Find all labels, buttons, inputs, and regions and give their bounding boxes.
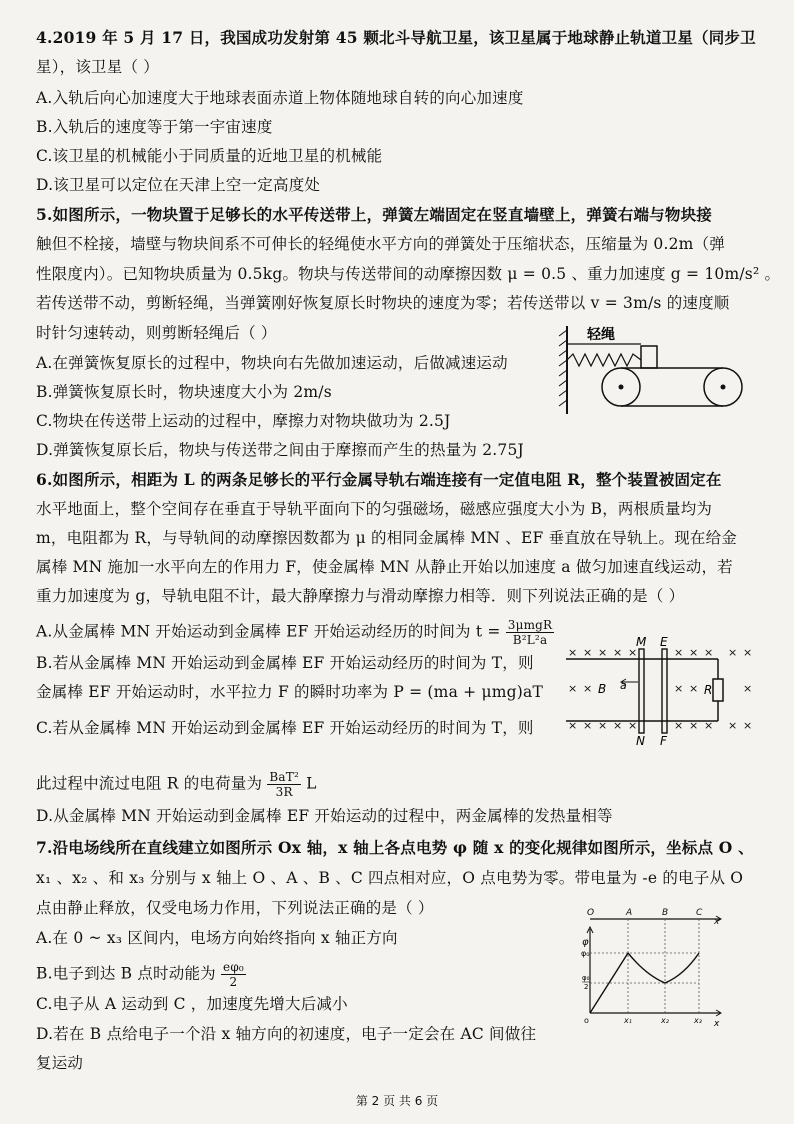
svg-text:φ₀: φ₀	[581, 949, 590, 958]
svg-text:x₁: x₁	[624, 1016, 632, 1025]
svg-text:x₂: x₂	[661, 1016, 669, 1025]
q6-stem-line1: 6.如图所示，相距为 L 的两条足够长的平行金属导轨右端连接有一定值电阻 R，整个装置被固定在	[36, 470, 722, 489]
svg-text:×: ×	[704, 719, 714, 732]
svg-text:C: C	[696, 908, 703, 918]
svg-text:×: ×	[689, 682, 699, 695]
q4-stem-line2: 星），该卫星（ ）	[36, 58, 159, 76]
fraction-denominator: 3R	[275, 785, 293, 799]
svg-text:x: x	[714, 1019, 720, 1029]
svg-text:×: ×	[743, 719, 753, 732]
svg-text:×: ×	[743, 646, 753, 659]
svg-text:×: ×	[583, 646, 593, 659]
svg-text:E: E	[660, 635, 668, 649]
svg-text:φ₀: φ₀	[582, 974, 590, 982]
q5-stem-line5: 时针匀速转动，则剪断轻绳后（ ）	[36, 324, 277, 342]
svg-text:o: o	[584, 1016, 589, 1025]
svg-text:×: ×	[613, 719, 623, 732]
q7-stem-line2: x₁ 、x₂ 、和 x₃ 分别与 x 轴上 O 、A 、B 、C 四点相对应，O 点电势为零。带电量为 -e 的电子从 O	[36, 869, 744, 887]
svg-text:N: N	[636, 734, 645, 748]
q7-stem-line3: 点由静止释放，仅受电场力作用，下列说法正确的是（ ）	[36, 899, 434, 917]
q5-stem-line4: 若传送带不动，剪断轻绳，当弹簧刚好恢复原长时物块的速度为零；若传送带以 v = 3m/s 的速度顺	[36, 294, 730, 312]
q6-option-b-line2: 金属棒 EF 开始运动时，水平拉力 F 的瞬时功率为 P = (ma + μmg)aT	[36, 683, 543, 701]
fraction-numerator: 3μmgR	[507, 618, 553, 632]
svg-text:×: ×	[704, 646, 714, 659]
q4-stem-line1: 4.2019 年 5 月 17 日，我国成功发射第 45 颗北斗导航卫星，该卫星属于地球静止轨道卫星（同步卫	[36, 28, 756, 47]
svg-text:×: ×	[728, 646, 738, 659]
q4-option-c: C.该卫星的机械能小于同质量的近地卫星的机械能	[36, 147, 383, 165]
svg-text:×: ×	[689, 646, 699, 659]
q5-option-d: D.弹簧恢复原长后，物块与传送带之间由于摩擦而产生的热量为 2.75J	[36, 441, 524, 459]
fraction-numerator: BaT²	[269, 770, 299, 784]
q6-option-c-fraction	[267, 770, 301, 799]
q5-option-a: A.在弹簧恢复原长的过程中，物块向右先做加速运动，后做减速运动	[36, 354, 508, 372]
q5-option-c: C.物块在传送带上运动的过程中，摩擦力对物块做功为 2.5J	[36, 412, 451, 430]
svg-text:×: ×	[674, 682, 684, 695]
svg-text:×: ×	[613, 646, 623, 659]
q6-stem-line4: 属棒 MN 施加一水平向左的作用力 F，使金属棒 MN 从静止开始以加速度 a 做匀加速直线运动，若	[36, 558, 733, 576]
block	[641, 346, 657, 368]
q6-option-a-fraction	[506, 618, 555, 647]
svg-text:×: ×	[568, 682, 578, 695]
q6-option-c-line1: C.若从金属棒 MN 开始运动到金属棒 EF 开始运动经历的时间为 T，则	[36, 719, 534, 737]
svg-text:x: x	[714, 917, 720, 927]
q5-conveyor-figure	[555, 322, 755, 422]
svg-text:×: ×	[598, 646, 608, 659]
q6-option-c-suffix: L	[306, 774, 317, 793]
svg-text:2: 2	[584, 983, 589, 991]
svg-text:×: ×	[568, 646, 578, 659]
q6-option-a-text: A.从金属棒 MN 开始运动到金属棒 EF 开始运动经历的时间为 t =	[36, 622, 501, 641]
q5-option-b: B.弹簧恢复原长时，物块速度大小为 2m/s	[36, 383, 332, 401]
fraction-denominator: 2	[229, 975, 238, 989]
svg-text:a: a	[620, 679, 627, 692]
svg-text:×: ×	[583, 719, 593, 732]
svg-text:×: ×	[628, 646, 638, 659]
fraction-denominator: B²L²a	[512, 633, 548, 647]
q5-stem-line1: 5.如图所示，一物块置于足够长的水平传送带上，弹簧左端固定在竖直墙壁上，弹簧右端与物块接	[36, 205, 712, 224]
svg-text:R: R	[704, 683, 713, 697]
q7-option-c: C.电子从 A 运动到 C ，加速度先增大后减小	[36, 995, 348, 1013]
q7-potential-figure	[582, 905, 732, 1029]
q6-rails-figure	[566, 637, 762, 749]
q6-option-c-line2	[36, 770, 317, 799]
svg-text:×: ×	[728, 719, 738, 732]
svg-text:M: M	[636, 635, 647, 649]
q6-option-c-text: 此过程中流过电阻 R 的电荷量为	[36, 774, 263, 793]
q7-option-b-fraction	[221, 960, 246, 989]
q4-option-b: B.入轨后的速度等于第一宇宙速度	[36, 118, 273, 136]
q5-stem-line3: 性限度内）。已知物块质量为 0.5kg。物块与传送带间的动摩擦因数 μ = 0.5 、重力加速度 g = 10m/s² 。	[36, 265, 781, 283]
svg-text:×: ×	[674, 719, 684, 732]
q7-option-b	[36, 960, 246, 989]
q6-option-a	[36, 618, 554, 647]
svg-text:B: B	[598, 682, 607, 696]
page-footer: 第 2 页 共 6 页	[355, 1094, 439, 1108]
q6-option-d: D.从金属棒 MN 开始运动到金属棒 EF 开始运动的过程中，两金属棒的发热量相等	[36, 807, 613, 825]
spring	[567, 354, 641, 366]
q6-stem-line3: m，电阻都为 R，与导轨间的动摩擦因数都为 μ 的相同金属棒 MN 、EF 垂直放在导轨上。现在给金	[36, 529, 738, 547]
svg-text:×: ×	[568, 719, 578, 732]
svg-text:φ: φ	[582, 937, 589, 948]
q6-option-b-line1: B.若从金属棒 MN 开始运动到金属棒 EF 开始运动经历的时间为 T，则	[36, 654, 534, 672]
q7-option-a: A.在 0 ~ x₃ 区间内，电场方向始终指向 x 轴正方向	[36, 929, 398, 947]
q7-option-b-text: B.电子到达 B 点时动能为	[36, 964, 216, 983]
svg-text:×: ×	[689, 719, 699, 732]
resistor	[713, 679, 723, 701]
svg-text:×: ×	[583, 682, 593, 695]
q7-option-d-line2: 复运动	[36, 1054, 84, 1072]
q7-stem-line1: 7.沿电场线所在直线建立如图所示 Ox 轴，x 轴上各点电势 φ 随 x 的变化规律如图所示，坐标点 O 、	[36, 838, 754, 857]
q7-option-d-line1: D.若在 B 点给电子一个沿 x 轴方向的初速度，电子一定会在 AC 间做往	[36, 1025, 537, 1043]
svg-text:×: ×	[743, 682, 753, 695]
potential-curve-segment	[628, 953, 699, 983]
svg-text:F: F	[660, 734, 667, 748]
q6-stem-line5: 重力加速度为 g，导轨电阻不计，最大静摩擦力与滑动摩擦力相等．则下列说法正确的是（ ）	[36, 587, 685, 605]
q4-option-d: D.该卫星可以定位在天津上空一定高度处	[36, 176, 321, 194]
svg-text:B: B	[662, 908, 669, 918]
fraction-numerator: eφ₀	[223, 960, 244, 974]
q4-option-a: A.入轨后向心加速度大于地球表面赤道上物体随地球自转的向心加速度	[36, 89, 524, 107]
rope-label: 轻绳	[587, 327, 615, 343]
svg-text:×: ×	[628, 719, 638, 732]
svg-text:×: ×	[598, 719, 608, 732]
svg-text:O: O	[587, 908, 595, 918]
svg-text:x₃: x₃	[694, 1016, 702, 1025]
svg-text:×: ×	[674, 646, 684, 659]
svg-text:A: A	[626, 908, 633, 918]
q6-stem-line2: 水平地面上，整个空间存在垂直于导轨平面向下的匀强磁场，磁感应强度大小为 B，两根质量均为	[36, 500, 713, 518]
q5-stem-line2: 触但不栓接，墙壁与物块间系不可伸长的轻绳使水平方向的弹簧处于压缩状态，压缩量为 0.2m（弹	[36, 235, 725, 253]
